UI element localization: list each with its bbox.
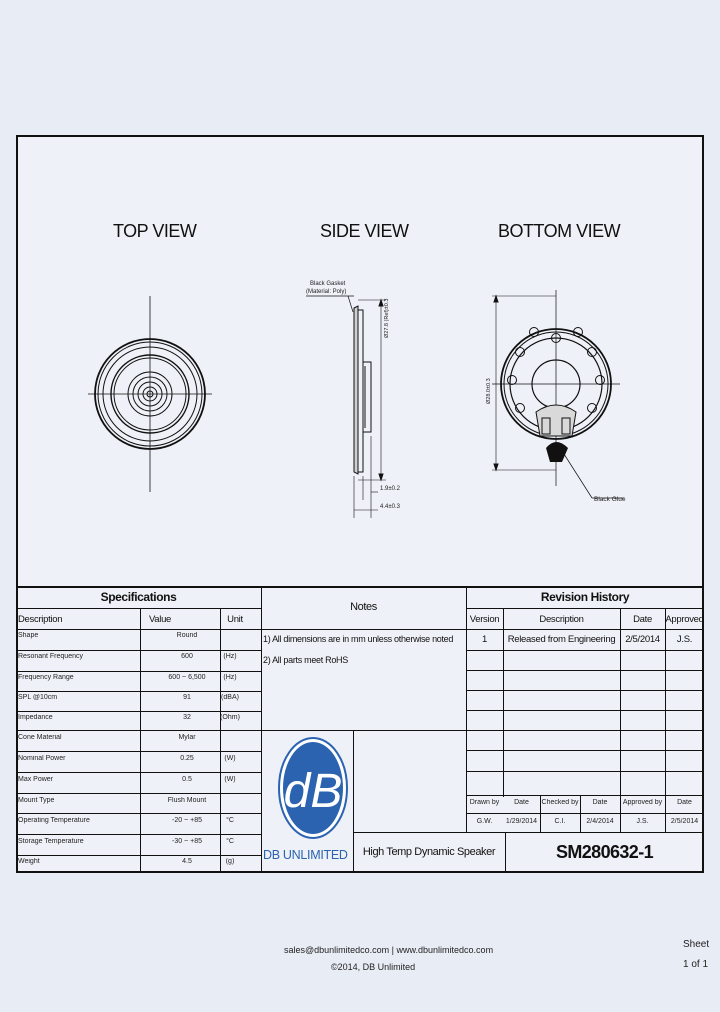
spec-desc: Impedance xyxy=(18,714,53,721)
notes-title: Notes xyxy=(350,601,377,613)
drawn-date-value: 1/29/2014 xyxy=(505,818,538,825)
checked-date-value: 2/4/2014 xyxy=(586,818,614,825)
gasket-label: Black Gasket xyxy=(310,281,346,287)
spec-value: 600 ~ 6,500 xyxy=(168,674,206,681)
gasket-material-label: (Material: Poly) xyxy=(306,289,347,295)
logo-text: DB UNLIMITED xyxy=(263,848,348,862)
side-view-drawing xyxy=(296,270,426,520)
spec-desc: Frequency Range xyxy=(18,674,74,681)
rev-header-approved: Approved xyxy=(665,614,704,625)
spec-value: -30 ~ +85 xyxy=(172,838,202,845)
rev-header-version: Version xyxy=(469,614,500,625)
spec-value: 4.5 xyxy=(182,858,192,865)
spec-header-unit: Unit xyxy=(227,614,243,625)
glue-dot xyxy=(546,442,568,462)
top-view-title: TOP VIEW xyxy=(113,221,197,241)
rev-date: 2/5/2014 xyxy=(625,634,660,645)
rev-description: Released from Engineering xyxy=(507,634,616,645)
spec-desc: SPL @10cm xyxy=(18,694,58,701)
spec-value: 32 xyxy=(183,714,191,721)
spec-unit: (dBA) xyxy=(221,694,239,701)
spec-desc: Operating Temperature xyxy=(18,817,90,824)
spec-unit: (Hz) xyxy=(223,674,237,681)
footer-contact: sales@dbunlimitedco.com | www.dbunlimitedco.com xyxy=(284,945,494,955)
rev-approved: J.S. xyxy=(676,634,693,645)
approved-by-label: Approved by xyxy=(622,799,663,806)
specifications-title: Specifications xyxy=(100,590,177,604)
revision-title: Revision History xyxy=(540,590,630,604)
rev-version: 1 xyxy=(482,634,487,645)
spec-value: Mylar xyxy=(178,734,196,741)
spec-desc: Nominal Power xyxy=(18,755,66,762)
spec-value: 91 xyxy=(183,694,191,701)
side-view-title: SIDE VIEW xyxy=(320,221,409,241)
rev-header-description: Description xyxy=(539,614,584,625)
approved-date-value: 2/5/2014 xyxy=(670,818,699,825)
bottom-view-drawing xyxy=(484,286,674,518)
drawn-by-label: Drawn by xyxy=(469,799,500,806)
bottom-diameter-label: Ø28.0±0.3 xyxy=(486,378,492,404)
spec-value: Round xyxy=(176,632,198,639)
spec-unit: °C xyxy=(226,817,234,824)
spec-desc: Mount Type xyxy=(18,797,55,804)
sheet-label: Sheet xyxy=(683,939,710,950)
footer-copyright: ©2014, DB Unlimited xyxy=(331,962,416,972)
spec-unit: (g) xyxy=(225,858,235,865)
spec-unit: (Hz) xyxy=(223,653,237,660)
spec-desc: Weight xyxy=(18,858,40,865)
top-view-drawing xyxy=(88,296,212,492)
spec-desc: Storage Temperature xyxy=(18,838,84,845)
approved-date-label: Date xyxy=(677,799,692,806)
drawn-date-label: Date xyxy=(514,799,529,806)
db-logo-icon xyxy=(275,735,351,841)
spec-desc: Resonant Frequency xyxy=(18,653,83,660)
note-item-2: 2) All parts meet RoHS xyxy=(263,655,348,665)
svg-text:dB: dB xyxy=(283,765,343,818)
spec-unit: (W) xyxy=(224,776,236,783)
spec-value: -20 ~ +85 xyxy=(172,817,202,824)
spec-value: Flush Mount xyxy=(167,797,207,804)
part-number: SM280632-1 xyxy=(555,842,654,862)
depth-label-1: 1.9±0.2 xyxy=(380,486,400,492)
spec-value: 0.25 xyxy=(180,755,194,762)
drawn-by-value: G.W. xyxy=(476,818,493,825)
checked-by-label: Checked by xyxy=(541,799,579,806)
spec-desc: Shape xyxy=(18,632,39,639)
sheet-value: 1 of 1 xyxy=(683,959,709,970)
spec-value: 600 xyxy=(181,653,193,660)
depth-label-2: 4.4±0.3 xyxy=(380,504,400,510)
spec-value: 0.5 xyxy=(182,776,192,783)
spec-desc: Cone Material xyxy=(18,734,62,741)
checked-by-value: C.I. xyxy=(554,818,566,825)
approved-by-value: J.S. xyxy=(636,818,649,825)
spec-header-description: Description xyxy=(18,614,63,625)
spec-desc: Max Power xyxy=(18,776,54,783)
checked-date-label: Date xyxy=(592,799,608,806)
rev-header-date: Date xyxy=(633,614,652,625)
spec-unit: °C xyxy=(226,838,234,845)
side-diameter-label: Ø27.8 (Ref)±0.3 xyxy=(384,298,390,338)
note-item-1: 1) All dimensions are in mm unless otherwise noted xyxy=(263,634,454,644)
part-title: High Temp Dynamic Speaker xyxy=(362,846,496,858)
spec-unit: (W) xyxy=(224,755,236,762)
bottom-view-title: BOTTOM VIEW xyxy=(498,221,621,241)
spec-unit: (Ohm) xyxy=(220,714,240,721)
glue-label: Black Glue xyxy=(594,496,626,503)
spec-header-value: Value xyxy=(148,614,172,625)
